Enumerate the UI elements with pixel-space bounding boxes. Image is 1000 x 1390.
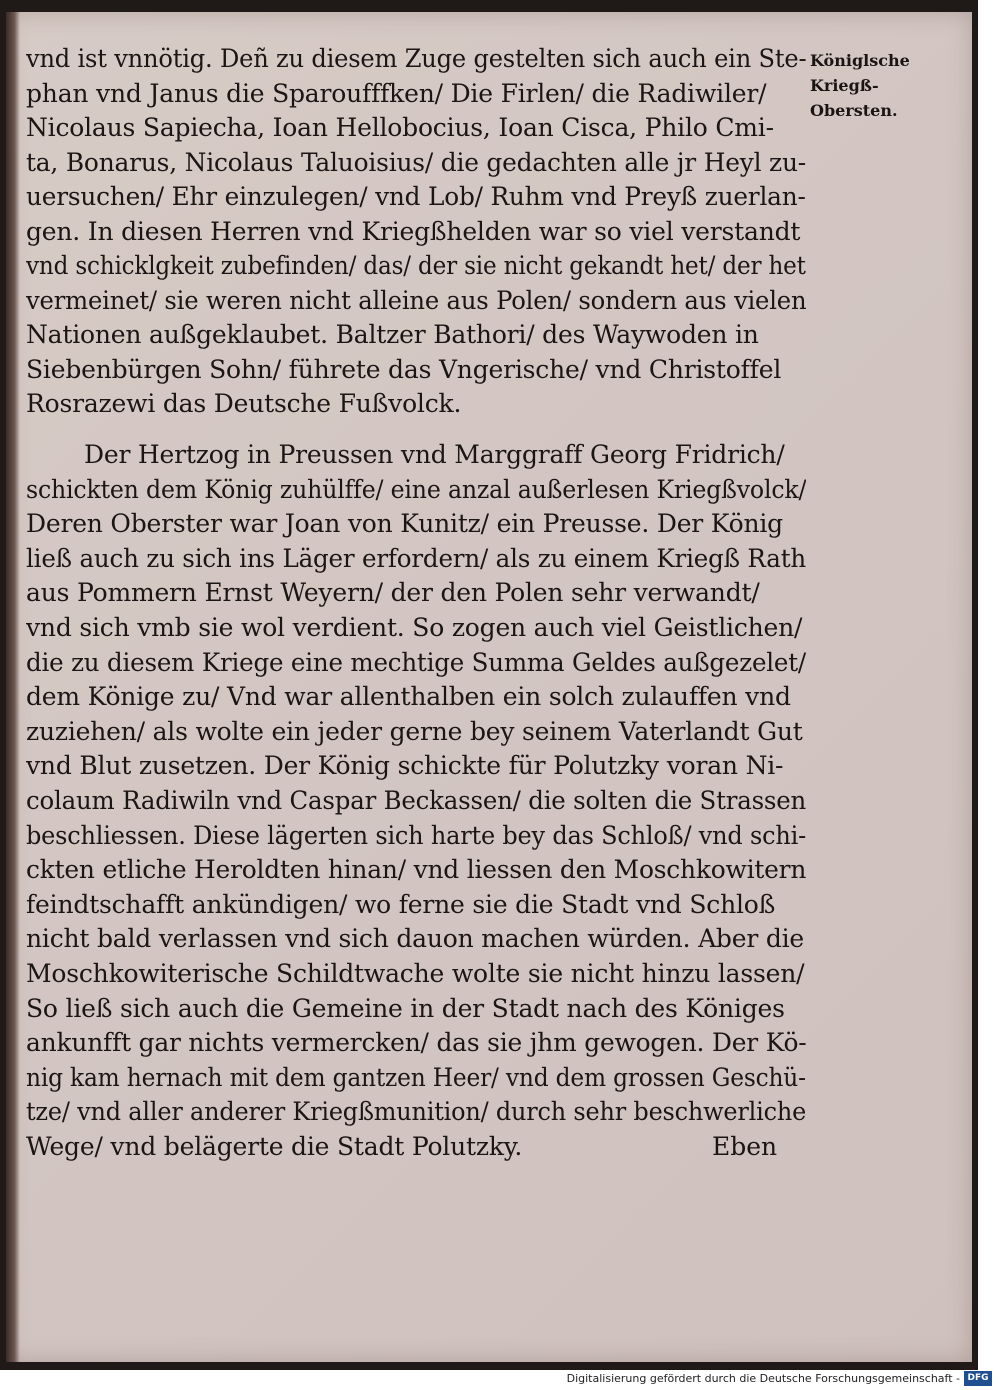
text-line: Rosrazewi das Deutsche Fußvolck. (26, 389, 462, 418)
text-line: vnd sich vmb sie wol verdient. So zogen auch viel Geistlichen/ (26, 612, 803, 642)
footer-bar (0, 1370, 1000, 1390)
text-line: vnd schicklgkeit zubefinden/ das/ der sie nicht gekandt het/ der het (26, 251, 806, 280)
text-line: beschliessen. Diese lägerten sich harte bey das Schloß/ vnd schi- (26, 820, 806, 850)
text-line: Deren Oberster war Joan von Kunitz/ ein Preusse. Der König (26, 509, 783, 539)
text-line: Wege/ vnd belägerte die Stadt Polutzky. (26, 1131, 523, 1161)
text-line: vermeinet/ sie weren nicht alleine aus Polen/ sondern aus vielen (26, 285, 806, 315)
text-line: die zu diesem Kriege eine mechtige Summa Geldes außgezelet/ (26, 647, 806, 677)
margin-note (810, 48, 960, 123)
text-line: ankunfft gar nichts vermercken/ das sie jhm gewogen. Der Kö- (26, 1028, 806, 1058)
text-line: vnd ist vnnötig. Deñ zu diesem Zuge gestelten sich auch ein Ste- (26, 44, 806, 73)
text-line: feindtschafft ankündigen/ wo ferne sie die Stadt vnd Schloß (26, 889, 776, 919)
text-line: tze/ vnd aller anderer Kriegßmunition/ durch sehr beschwerliche (26, 1097, 806, 1127)
text-line: vnd Blut zusetzen. Der König schickte für Polutzky voran Ni- (26, 751, 784, 781)
text-line: aus Pommern Ernst Weyern/ der den Polen sehr verwandt/ (26, 578, 760, 608)
text-line: ta, Bonarus, Nicolaus Taluoisius/ die gedachten alle jr Heyl zu- (26, 147, 806, 177)
text-line: Moschkowiterische Schildtwache wolte sie nicht hinzu lassen/ (26, 958, 805, 988)
text-line: dem Könige zu/ Vnd war allenthalben ein solch zulauffen vnd (26, 682, 791, 712)
text-line: nicht bald verlassen vnd sich dauon machen würden. Aber die (26, 924, 805, 954)
paragraph-2 (26, 438, 806, 1164)
text-line: schickten dem König zuhülffe/ eine anzal außerlesen Kriegßvolck/ (26, 474, 806, 504)
text-line: ließ auch zu sich ins Läger erfordern/ als zu einem Kriegß Rath (26, 543, 806, 573)
text-line: phan vnd Janus die Sparoufffken/ Die Firlen/ die Radiwiler/ (26, 78, 767, 108)
page-gutter (6, 12, 20, 1362)
text-line: Der Hertzog in Preussen vnd Marggraff Georg Fridrich/ (84, 440, 785, 469)
text-line: ckten etliche Heroldten hinan/ vnd liessen den Moschkowitern (26, 855, 806, 885)
text-line: Nationen außgeklaubet. Baltzer Bathori/ des Waywoden in (26, 320, 759, 349)
text-line: colaum Radiwiln vnd Caspar Beckassen/ die solten die Strassen (26, 785, 806, 815)
funding-notice: Digitalisierung gefördert durch die Deutsche Forschungsgemeinschaft - (566, 1372, 960, 1385)
text-line: gen. In diesen Herren vnd Kriegßhelden war so viel verstandt (26, 216, 801, 246)
margin-note-line: Königlsche (810, 51, 910, 70)
margin-note-line: Obersten. (810, 101, 898, 120)
text-line: zuziehen/ als wolte ein jeder gerne bey seinem Vaterlandt Gut (26, 716, 803, 746)
dfg-logo: DFG (964, 1371, 992, 1386)
margin-note-line: Kriegß- (810, 76, 879, 95)
text-line: Nicolaus Sapiecha, Ioan Hellobocius, Ioan Cisca, Philo Cmi- (26, 113, 774, 142)
text-line: uersuchen/ Ehr einzulegen/ vnd Lob/ Ruhm vnd Preyß zuerlan- (26, 182, 806, 211)
catchword: Eben (712, 1132, 778, 1161)
text-line: nig kam hernach mit dem gantzen Heer/ vnd dem grossen Geschü- (26, 1062, 806, 1092)
text-line: Siebenbürgen Sohn/ führete das Vngerische/ vnd Christoffel (26, 354, 782, 384)
text-line: So ließ sich auch die Gemeine in der Stadt nach des Königes (26, 993, 785, 1023)
paragraph-1 (26, 42, 806, 422)
